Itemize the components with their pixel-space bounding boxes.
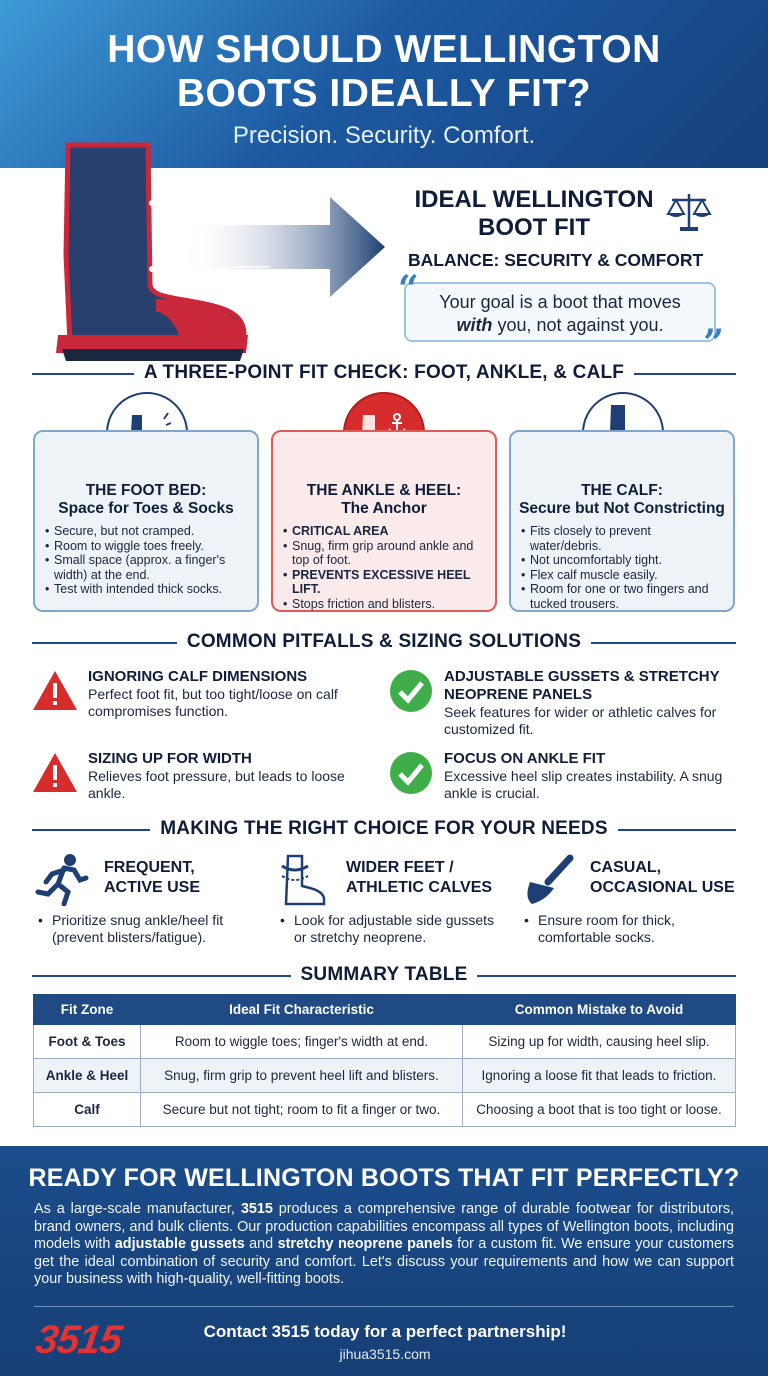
table-cell: Sizing up for width, causing heel slip. bbox=[463, 1025, 736, 1059]
solution-gussets bbox=[388, 668, 738, 738]
solution-text: Excessive heel slip creates instability. A snug ankle is crucial. bbox=[444, 768, 723, 801]
table-cell: Snug, firm grip to prevent heel lift and blisters. bbox=[141, 1059, 463, 1093]
garden-trowel-icon bbox=[520, 852, 580, 906]
list-item: • Not uncomfortably tight. bbox=[521, 553, 723, 568]
title-line-2: BOOTS IDEALLY FIT? bbox=[176, 72, 592, 115]
ideal-fit-title bbox=[404, 186, 664, 242]
quote-text bbox=[406, 284, 714, 337]
ideal-title-line-1: IDEAL WELLINGTON bbox=[414, 186, 654, 213]
card-foot-bed bbox=[33, 430, 259, 612]
need-title bbox=[346, 858, 492, 898]
card-list bbox=[35, 518, 257, 597]
page-title bbox=[0, 0, 768, 116]
footer-text: for a custom fit. We ensure your customers get the ideal combination of security and comfort. Let's discuss your requirements and how we can support your business with high-quality, well-fitting boots. bbox=[34, 1236, 734, 1287]
card-title-text: THE FOOT BED: bbox=[85, 482, 207, 499]
tagline: Precision. Security. Comfort. bbox=[232, 122, 536, 149]
quote-emphasis: with bbox=[456, 315, 493, 335]
need-text: • Ensure room for thick, comfortable socks. bbox=[520, 912, 750, 946]
footer-paragraph bbox=[34, 1201, 734, 1289]
table-cell: Calf bbox=[34, 1093, 141, 1127]
brand-name: 3515 bbox=[240, 1201, 273, 1217]
measuring-tape-boot-icon bbox=[276, 852, 336, 906]
list-item: • Room to wiggle toes freely. bbox=[45, 539, 247, 554]
card-calf bbox=[509, 430, 735, 612]
footer-text: and bbox=[244, 1236, 278, 1252]
footer-title: READY FOR WELLINGTON BOOTS THAT FIT PERFECTLY? bbox=[28, 1164, 740, 1192]
need-title bbox=[104, 858, 200, 898]
need-text: • Prioritize snug ankle/heel fit (prevent blisters/fatigue). bbox=[34, 912, 264, 946]
card-list bbox=[273, 518, 495, 611]
footer-cta bbox=[0, 1146, 768, 1376]
table-header: Ideal Fit Characteristic bbox=[141, 995, 463, 1025]
brand-logo: 3515 bbox=[32, 1318, 125, 1362]
check-icon bbox=[388, 668, 434, 714]
table-header: Common Mistake to Avoid bbox=[463, 995, 736, 1025]
boot-illustration bbox=[30, 135, 410, 365]
table-row bbox=[34, 1093, 736, 1127]
close-quote-icon: ” bbox=[703, 322, 724, 364]
ideal-title-line-2: BOOT FIT bbox=[478, 214, 590, 241]
need-title-line-2: OCCASIONAL USE bbox=[590, 879, 735, 896]
list-item: • Stops friction and blisters. bbox=[283, 597, 485, 612]
need-title-line-1: WIDER FEET / bbox=[346, 859, 454, 876]
table-row bbox=[34, 1025, 736, 1059]
need-title-line-1: CASUAL, bbox=[590, 859, 662, 876]
pitfall-text: Relieves foot pressure, but leads to loose ankle. bbox=[88, 768, 345, 801]
solution-title: ADJUSTABLE GUSSETS & STRETCHY NEOPRENE PANELS bbox=[444, 668, 720, 703]
card-title bbox=[511, 482, 733, 518]
card-title-text: THE CALF: bbox=[581, 482, 663, 499]
table-header: Fit Zone bbox=[34, 995, 141, 1025]
need-title-line-1: FREQUENT, bbox=[104, 859, 195, 876]
warning-icon bbox=[32, 750, 78, 796]
pitfall-text: Perfect foot fit, but too tight/loose on calf compromises function. bbox=[88, 686, 338, 719]
website-link[interactable]: jihua3515.com bbox=[339, 1346, 431, 1362]
solution-ankle-fit bbox=[388, 750, 738, 802]
table-cell: Ankle & Heel bbox=[34, 1059, 141, 1093]
need-title-line-2: ACTIVE USE bbox=[104, 879, 201, 896]
section-title-summary bbox=[32, 964, 736, 986]
table-cell: Secure but not tight; room to fit a finger or two. bbox=[141, 1093, 463, 1127]
list-item: • Secure, but not cramped. bbox=[45, 524, 247, 539]
card-subtitle: The Anchor bbox=[341, 500, 427, 517]
running-person-icon bbox=[34, 852, 94, 906]
contact-cta: Contact 3515 today for a perfect partnership! bbox=[203, 1322, 567, 1341]
table-cell: Room to wiggle toes; finger's width at end. bbox=[141, 1025, 463, 1059]
solution-text: Seek features for wider or athletic calves for customized fit. bbox=[444, 704, 717, 737]
table-header-row bbox=[34, 995, 736, 1025]
need-title-line-2: ATHLETIC CALVES bbox=[346, 879, 493, 896]
card-ankle-heel bbox=[271, 430, 497, 612]
need-title bbox=[590, 858, 735, 898]
list-item: • Flex calf muscle easily. bbox=[521, 568, 723, 583]
section-title-pitfalls bbox=[32, 631, 736, 653]
section-title-choice bbox=[32, 818, 736, 840]
list-item: • Test with intended thick socks. bbox=[45, 582, 247, 597]
list-item: • Small space (approx. a finger's width) at the end. bbox=[45, 553, 247, 582]
summary-table bbox=[33, 994, 736, 1127]
list-item: • Room for one or two fingers and tucked trousers. bbox=[521, 582, 723, 611]
card-subtitle: Secure but Not Constricting bbox=[519, 500, 725, 517]
footer-text: produces a comprehensive range of durable footwear for distributors, brand owners, and bulk clients. Our production capabilities encompass all types of Wellington boots, including models with bbox=[34, 1201, 735, 1252]
ideal-fit-subtitle: BALANCE: SECURITY & COMFORT bbox=[408, 250, 704, 270]
goal-quote bbox=[398, 268, 724, 364]
warning-icon bbox=[32, 668, 78, 714]
list-item: • CRITICAL AREA bbox=[283, 524, 485, 539]
pitfall-title: SIZING UP FOR WIDTH bbox=[88, 750, 252, 767]
table-cell: Ignoring a loose fit that leads to friction. bbox=[463, 1059, 736, 1093]
section-title-text: COMMON PITFALLS & SIZING SOLUTIONS bbox=[177, 631, 591, 652]
footer-divider bbox=[34, 1306, 734, 1307]
pitfall-title: IGNORING CALF DIMENSIONS bbox=[88, 668, 308, 685]
solution-title: FOCUS ON ANKLE FIT bbox=[444, 750, 606, 767]
need-text: • Look for adjustable side gussets or stretchy neoprene. bbox=[276, 912, 506, 946]
card-subtitle: Space for Toes & Socks bbox=[58, 500, 234, 517]
card-list bbox=[511, 518, 733, 611]
card-title bbox=[273, 482, 495, 518]
card-title-text: THE ANKLE & HEEL: bbox=[306, 482, 462, 499]
title-line-1: HOW SHOULD WELLINGTON bbox=[107, 28, 661, 71]
table-row bbox=[34, 1059, 736, 1093]
table-cell: Foot & Toes bbox=[34, 1025, 141, 1059]
pitfall-sizing-up bbox=[32, 750, 352, 802]
check-icon bbox=[388, 750, 434, 796]
highlight-neoprene: stretchy neoprene panels bbox=[277, 1236, 453, 1252]
quote-line-2: you, not against you. bbox=[492, 315, 664, 335]
highlight-gussets: adjustable gussets bbox=[114, 1236, 245, 1252]
list-item: • Snug, firm grip around ankle and top of foot. bbox=[283, 539, 485, 568]
section-title-text: A THREE-POINT FIT CHECK: FOOT, ANKLE, & CALF bbox=[134, 362, 634, 383]
pitfall-calf-dimensions bbox=[32, 668, 352, 720]
list-item: • PREVENTS EXCESSIVE HEEL LIFT. bbox=[283, 568, 485, 597]
open-quote-icon: “ bbox=[398, 268, 419, 310]
card-title bbox=[35, 482, 257, 518]
section-title-text: MAKING THE RIGHT CHOICE FOR YOUR NEEDS bbox=[150, 818, 617, 839]
balance-scale-icon bbox=[666, 190, 712, 234]
quote-line-1: Your goal is a boot that moves bbox=[439, 292, 681, 312]
list-item: • Fits closely to prevent water/debris. bbox=[521, 524, 723, 553]
table-cell: Choosing a boot that is too tight or loose. bbox=[463, 1093, 736, 1127]
ideal-fit-panel bbox=[398, 186, 734, 364]
section-title-three-point bbox=[32, 362, 736, 384]
footer-text: As a large-scale manufacturer, bbox=[34, 1201, 241, 1217]
section-title-text: SUMMARY TABLE bbox=[291, 964, 478, 985]
